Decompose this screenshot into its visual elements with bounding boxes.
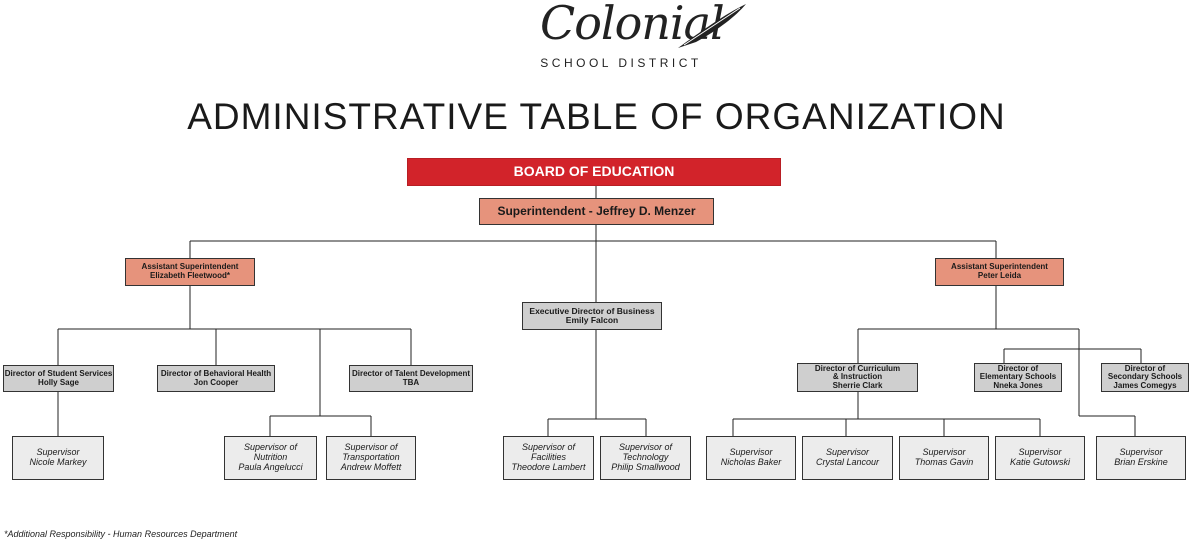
asst-left-name: Elizabeth Fleetwood* <box>149 271 230 280</box>
director-role: Director of <box>1124 363 1166 373</box>
director-role: & Instruction <box>832 372 883 382</box>
director-behavioral-health-box <box>157 365 275 392</box>
supervisor-line: Technology <box>622 452 669 463</box>
director-name: Sherrie Clark <box>832 380 883 390</box>
supervisor-box <box>12 436 104 480</box>
director-curriculum-box <box>797 363 918 392</box>
supervisor-name: Thomas Gavin <box>914 457 974 467</box>
supervisor-name: Brian Erskine <box>1114 457 1168 467</box>
director-name: TBA <box>402 377 420 387</box>
supervisor-name: Katie Gutowski <box>1009 457 1071 467</box>
director-role: Director of Curriculum <box>814 363 901 373</box>
exec-director-name: Emily Falcon <box>565 315 619 325</box>
supervisor-box <box>224 436 317 480</box>
supervisor-line: Transportation <box>342 452 400 463</box>
supervisor-box <box>1096 436 1186 480</box>
footnote: *Additional Responsibility - Human Resources Department <box>4 529 238 539</box>
supervisor-box <box>899 436 989 480</box>
supervisor-line: Supervisor <box>36 447 80 458</box>
director-role: Director of Student Services <box>4 368 113 378</box>
asst-right-role: Assistant Superintendent <box>951 262 1048 272</box>
logo-wordmark: Colonial <box>540 0 724 50</box>
supervisor-name: Nicole Markey <box>29 457 87 467</box>
logo-subtitle: SCHOOL DISTRICT <box>540 56 702 70</box>
supervisor-line: Supervisor <box>1119 447 1163 458</box>
asst-left-role: Assistant Superintendent <box>141 262 239 272</box>
supervisor-box <box>706 436 796 480</box>
supervisor-box <box>503 436 594 480</box>
supervisor-box <box>600 436 691 480</box>
supervisor-name: Crystal Lancour <box>815 457 880 467</box>
director-name: James Comegys <box>1113 380 1177 390</box>
supervisor-name: Nicholas Baker <box>720 457 782 467</box>
director-elementary-box <box>974 363 1062 392</box>
supervisor-name: Andrew Moffett <box>340 461 402 472</box>
exec-director-role: Executive Director of Business <box>529 305 655 316</box>
supervisor-name: Philip Smallwood <box>611 461 680 472</box>
director-name: Holly Sage <box>38 377 79 387</box>
director-role: Director of <box>997 363 1039 373</box>
supervisor-line: Supervisor of <box>344 442 398 453</box>
asst-right-name: Peter Leida <box>977 271 1022 280</box>
director-role: Director of Talent Development <box>351 368 471 378</box>
supervisor-name: Paula Angelucci <box>238 461 303 472</box>
director-role: Elementary Schools <box>979 372 1057 382</box>
director-talent-development-box <box>349 365 473 392</box>
board-label: BOARD OF EDUCATION <box>513 163 675 180</box>
supervisor-box <box>995 436 1085 480</box>
supervisor-line: Supervisor of <box>243 442 298 453</box>
supervisor-line: Supervisor <box>922 447 966 458</box>
director-name: Nneka Jones <box>993 380 1043 390</box>
asst-superintendent-right-box <box>935 258 1064 286</box>
asst-superintendent-left-box <box>125 258 255 286</box>
superintendent-label: Superintendent - Jeffrey D. Menzer <box>497 204 696 219</box>
page-title: ADMINISTRATIVE TABLE OF ORGANIZATION <box>187 96 1006 137</box>
director-secondary-box <box>1101 363 1189 392</box>
director-role: Director of Behavioral Health <box>160 368 272 378</box>
superintendent-box <box>479 198 714 225</box>
supervisor-line: Supervisor of <box>618 442 673 453</box>
director-student-services-box <box>3 365 114 392</box>
supervisor-line: Supervisor <box>729 447 773 458</box>
supervisor-name: Theodore Lambert <box>511 461 586 472</box>
supervisor-line: Facilities <box>530 452 566 463</box>
supervisor-box <box>326 436 416 480</box>
board-of-education-box <box>407 158 781 186</box>
director-name: Jon Cooper <box>193 377 239 387</box>
supervisor-line: Supervisor <box>825 447 870 458</box>
director-role: Secondary Schools <box>1107 372 1183 382</box>
exec-director-box <box>522 302 662 330</box>
supervisor-box <box>802 436 893 480</box>
supervisor-line: Supervisor <box>1018 447 1062 458</box>
supervisor-line: Supervisor of <box>521 442 576 453</box>
supervisor-line: Nutrition <box>253 452 288 463</box>
